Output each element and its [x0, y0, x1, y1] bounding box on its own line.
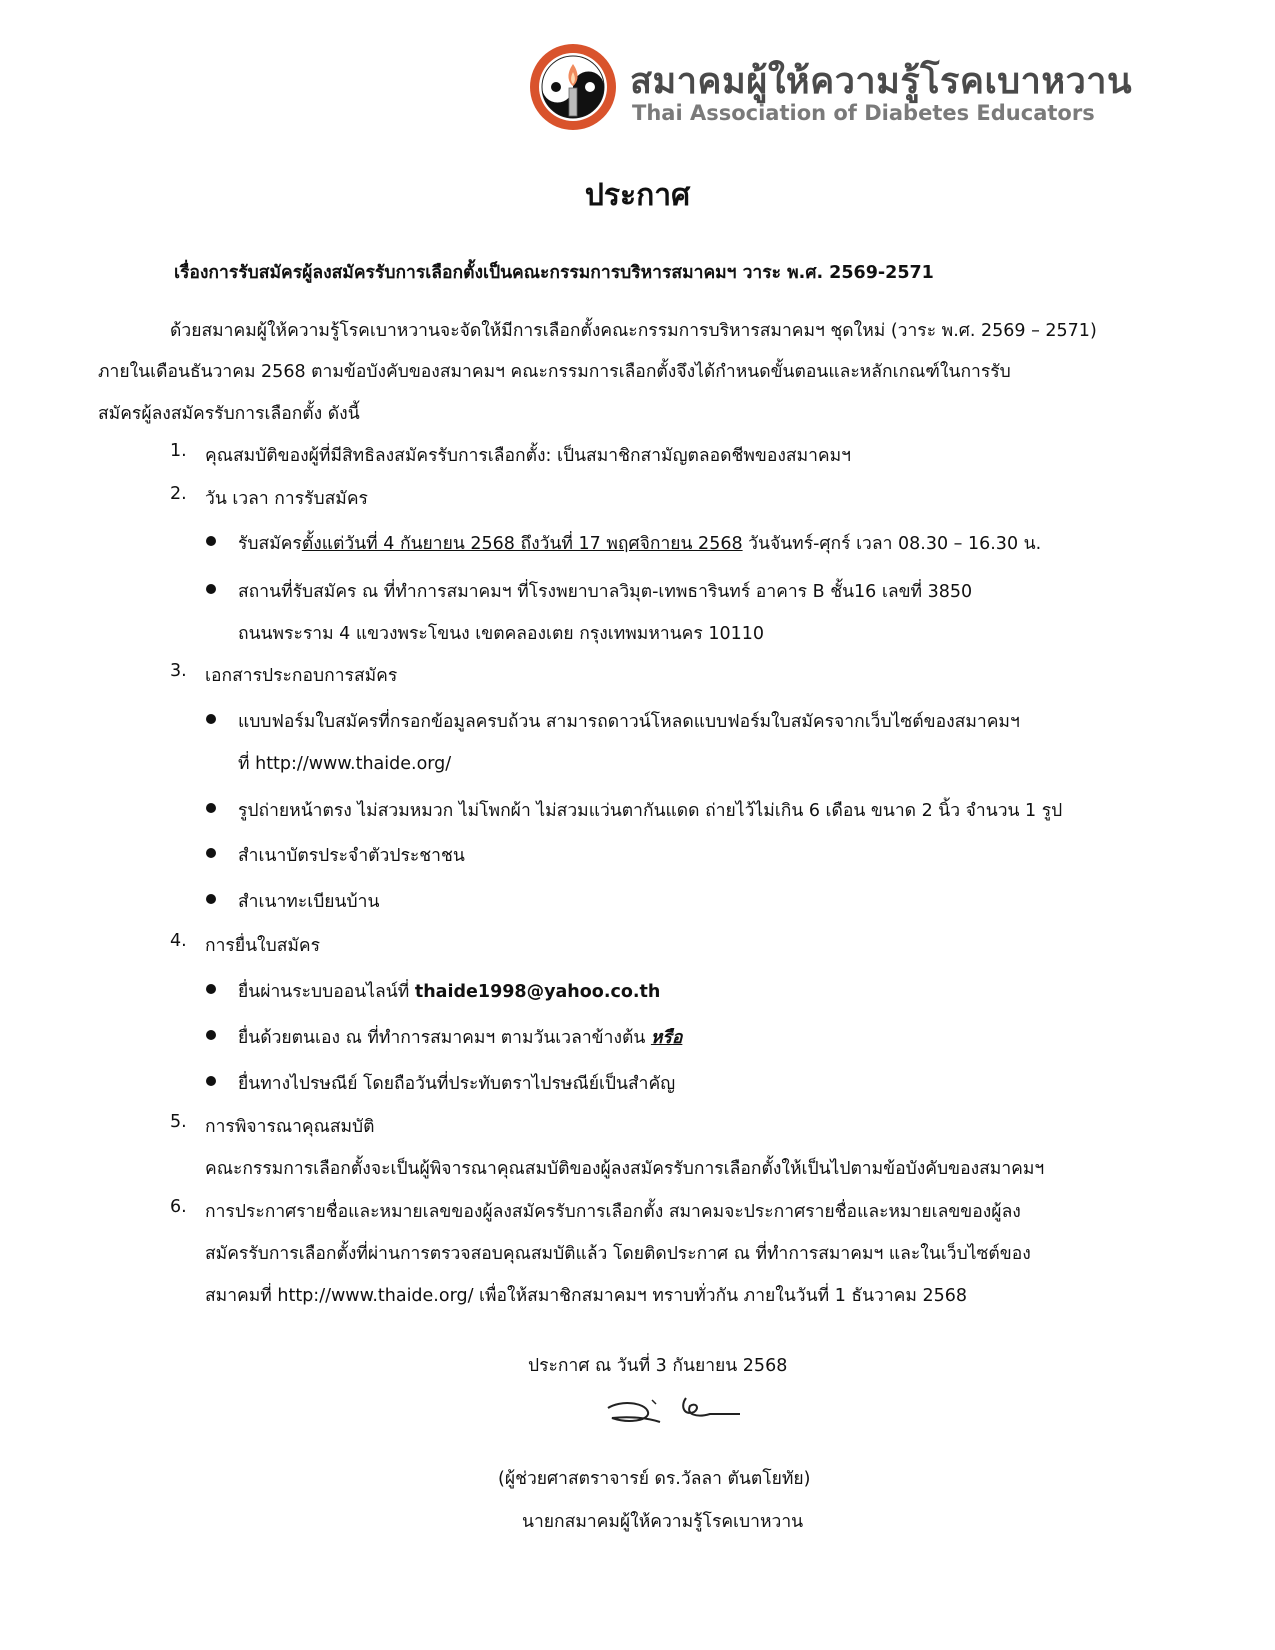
- document-title: ประกาศ: [584, 178, 691, 213]
- bullet-text-part: รับสมัคร: [238, 534, 302, 554]
- bullet-text: แบบฟอร์มใบสมัครที่กรอกข้อมูลครบถ้วน สามารถดาวน์โหลดแบบฟอร์มใบสมัครจากเว็บไซต์ของสมาคมฯ: [238, 712, 1020, 732]
- bullet-icon: [206, 984, 216, 994]
- bullet-icon: [206, 584, 216, 594]
- bullet-icon: [206, 894, 216, 904]
- item-number: 1.: [170, 441, 187, 461]
- item-number: 6.: [170, 1197, 187, 1217]
- association-logo-icon: [528, 42, 618, 132]
- announce-date: ประกาศ ณ วันที่ 3 กันยายน 2568: [528, 1356, 788, 1376]
- item-text: เอกสารประกอบการสมัคร: [205, 666, 398, 686]
- bullet-icon: [206, 714, 216, 724]
- intro-line: ด้วยสมาคมผู้ให้ความรู้โรคเบาหวานจะจัดให้มีการเลือกตั้งคณะกรรมการบริหารสมาคมฯ ชุดใหม่ (วาระ พ.ศ. 2569 – 2571): [170, 321, 1097, 341]
- item-text: การประกาศรายชื่อและหมายเลขของผู้ลงสมัครรับการเลือกตั้ง สมาคมจะประกาศรายชื่อและหมายเลขของผู้ลง: [205, 1202, 1021, 1222]
- signer-title: นายกสมาคมผู้ให้ความรู้โรคเบาหวาน: [522, 1512, 804, 1532]
- item-number: 5.: [170, 1112, 187, 1132]
- subject-line: เรื่องการรับสมัครผู้ลงสมัครรับการเลือกตั้งเป็นคณะกรรมการบริหารสมาคมฯ วาระ พ.ศ. 2569-2571: [174, 263, 934, 283]
- signer-name: (ผู้ช่วยศาสตราจารย์ ดร.วัลลา ตันตโยทัย): [498, 1469, 811, 1489]
- org-name-thai: สมาคมผู้ให้ความรู้โรคเบาหวาน: [630, 61, 1133, 102]
- bullet-text-part: วันจันทร์-ศุกร์ เวลา 08.30 – 16.30 น.: [742, 534, 1042, 554]
- bullet-text-part: ยื่นด้วยตนเอง ณ ที่ทำการสมาคมฯ ตามวันเวลาข้างต้น: [238, 1028, 651, 1048]
- website-link[interactable]: ที่ http://www.thaide.org/: [238, 754, 452, 774]
- item-text: วัน เวลา การรับสมัคร: [205, 489, 368, 509]
- bullet-text: สำเนาทะเบียนบ้าน: [238, 892, 380, 912]
- item-text: สมาคมที่ http://www.thaide.org/ เพื่อให้สมาชิกสมาคมฯ ทราบทั่วกัน ภายในวันที่ 1 ธันวาคม 2568: [205, 1286, 968, 1306]
- bullet-icon: [206, 848, 216, 858]
- bullet-text: [238, 1023, 682, 1051]
- bullet-text: รูปถ่ายหน้าตรง ไม่สวมหมวก ไม่โพกผ้า ไม่สวมแว่นตากันแดด ถ่ายไว้ไม่เกิน 6 เดือน ขนาด 2 นิ้ว จำนวน 1 รูป: [238, 801, 1063, 821]
- item-number: 3.: [170, 661, 187, 681]
- bullet-text-part: ยื่นผ่านระบบออนไลน์ที่: [238, 982, 415, 1002]
- emphasis-or: หรือ: [650, 1028, 683, 1048]
- item-text: คุณสมบัติของผู้ที่มีสิทธิลงสมัครรับการเลือกตั้ง: เป็นสมาชิกสามัญตลอดชีพของสมาคมฯ: [205, 446, 852, 466]
- intro-line: สมัครผู้ลงสมัครรับการเลือกตั้ง ดังนี้: [98, 404, 360, 424]
- registration-period: ตั้งแต่วันที่ 4 กันยายน 2568 ถึงวันที่ 17 พฤศจิกายน 2568: [301, 534, 743, 554]
- bullet-icon: [206, 1076, 216, 1086]
- bullet-icon: [206, 1030, 216, 1040]
- bullet-text: สำเนาบัตรประจำตัวประชาชน: [238, 846, 465, 866]
- org-name-english: Thai Association of Diabetes Educators: [632, 101, 1095, 125]
- bullet-text: สถานที่รับสมัคร ณ ที่ทำการสมาคมฯ ที่โรงพยาบาลวิมุต-เทพธารินทร์ อาคาร B ชั้น16 เลขที่ 3850: [238, 582, 973, 602]
- intro-line: ภายในเดือนธันวาคม 2568 ตามข้อบังคับของสมาคมฯ คณะกรรมการเลือกตั้งจึงได้กำหนดขั้นตอนและหลักเกณฑ์ในการรับ: [98, 362, 1011, 382]
- bullet-icon: [206, 803, 216, 813]
- bullet-text: [238, 529, 1041, 557]
- bullet-text: [238, 977, 660, 1005]
- item-number: 2.: [170, 484, 187, 504]
- item-text: คณะกรรมการเลือกตั้งจะเป็นผู้พิจารณาคุณสมบัติของผู้ลงสมัครรับการเลือกตั้งให้เป็นไปตามข้อบังคับของสมาคมฯ: [205, 1159, 1045, 1179]
- item-text: การพิจารณาคุณสมบัติ: [205, 1117, 375, 1137]
- signature-icon: [600, 1388, 750, 1438]
- bullet-icon: [206, 536, 216, 546]
- item-number: 4.: [170, 931, 187, 951]
- bullet-text: ถนนพระราม 4 แขวงพระโขนง เขตคลองเตย กรุงเทพมหานคร 10110: [238, 624, 765, 644]
- bullet-text: ยื่นทางไปรษณีย์ โดยถือวันที่ประทับตราไปรษณีย์เป็นสำคัญ: [238, 1074, 676, 1094]
- email-link[interactable]: thaide1998@yahoo.co.th: [414, 982, 661, 1002]
- item-text: สมัครรับการเลือกตั้งที่ผ่านการตรวจสอบคุณสมบัติแล้ว โดยติดประกาศ ณ ที่ทำการสมาคมฯ และในเว็บไซต์ของ: [205, 1244, 1031, 1264]
- item-text: การยื่นใบสมัคร: [205, 936, 321, 956]
